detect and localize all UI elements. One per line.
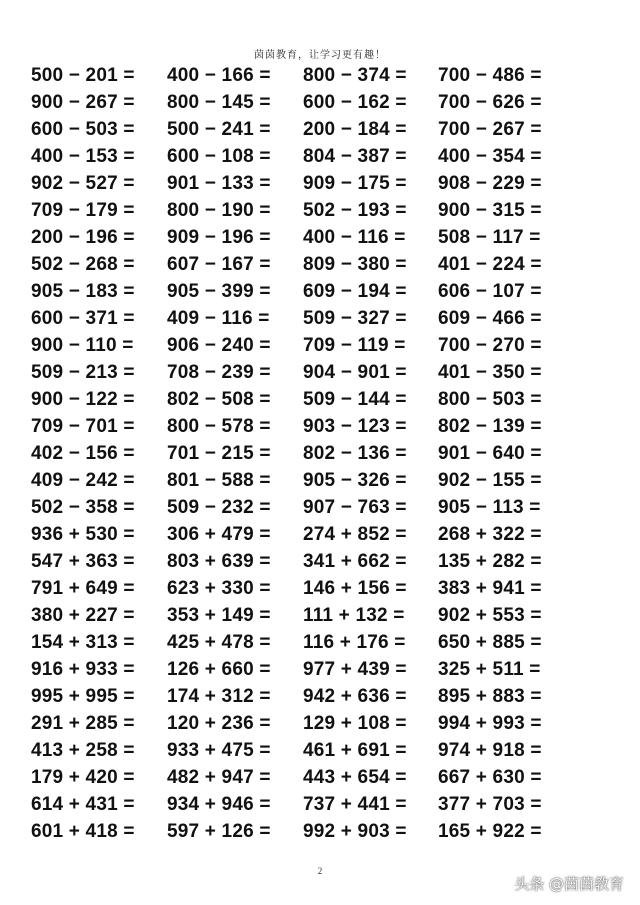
- arithmetic-problem: 700 − 270 =: [438, 335, 542, 356]
- arithmetic-problem: 116 + 176 =: [303, 632, 406, 653]
- arithmetic-problem: 800 − 190 =: [167, 200, 271, 221]
- arithmetic-problem: 600 − 108 =: [167, 146, 271, 167]
- arithmetic-problem: 650 + 885 =: [438, 632, 542, 653]
- problem-row: [0, 764, 640, 791]
- arithmetic-problem: 667 + 630 =: [438, 767, 542, 788]
- arithmetic-problem: 600 − 162 =: [303, 92, 407, 113]
- arithmetic-problem: 933 + 475 =: [167, 740, 271, 761]
- arithmetic-problem: 902 − 155 =: [438, 470, 542, 491]
- arithmetic-problem: 800 − 578 =: [167, 416, 271, 437]
- arithmetic-problem: 401 − 224 =: [438, 254, 542, 275]
- problem-row: [0, 494, 640, 521]
- arithmetic-problem: 737 + 441 =: [303, 794, 407, 815]
- arithmetic-problem: 700 − 486 =: [438, 65, 542, 86]
- arithmetic-problem: 802 − 508 =: [167, 389, 271, 410]
- arithmetic-problem: 597 + 126 =: [167, 821, 271, 842]
- arithmetic-problem: 901 − 640 =: [438, 443, 542, 464]
- arithmetic-problem: 802 − 139 =: [438, 416, 542, 437]
- problem-row: [0, 278, 640, 305]
- arithmetic-problem: 135 + 282 =: [438, 551, 542, 572]
- arithmetic-problem: 200 − 196 =: [31, 227, 135, 248]
- arithmetic-problem: 502 − 193 =: [303, 200, 407, 221]
- problem-row: [0, 170, 640, 197]
- arithmetic-problem: 400 − 166 =: [167, 65, 271, 86]
- arithmetic-problem: 500 − 201 =: [31, 65, 135, 86]
- problem-row: [0, 548, 640, 575]
- arithmetic-problem: 903 − 123 =: [303, 416, 407, 437]
- arithmetic-problem: 809 − 380 =: [303, 254, 407, 275]
- arithmetic-problem: 708 − 239 =: [167, 362, 271, 383]
- problem-grid: [0, 62, 640, 845]
- arithmetic-problem: 380 + 227 =: [31, 605, 135, 626]
- arithmetic-problem: 607 − 167 =: [167, 254, 271, 275]
- arithmetic-problem: 509 − 232 =: [167, 497, 271, 518]
- arithmetic-problem: 600 − 371 =: [31, 308, 135, 329]
- arithmetic-problem: 500 − 241 =: [167, 119, 271, 140]
- problem-row: [0, 89, 640, 116]
- problem-row: [0, 332, 640, 359]
- arithmetic-problem: 804 − 387 =: [303, 146, 407, 167]
- arithmetic-problem: 977 + 439 =: [303, 659, 407, 680]
- arithmetic-problem: 800 − 145 =: [167, 92, 271, 113]
- problem-row: [0, 818, 640, 845]
- problem-row: [0, 521, 640, 548]
- arithmetic-problem: 129 + 108 =: [303, 713, 407, 734]
- arithmetic-problem: 909 − 196 =: [167, 227, 271, 248]
- arithmetic-problem: 709 − 701 =: [31, 416, 135, 437]
- problem-row: [0, 467, 640, 494]
- arithmetic-problem: 942 + 636 =: [303, 686, 407, 707]
- arithmetic-problem: 502 − 358 =: [31, 497, 135, 518]
- arithmetic-problem: 341 + 662 =: [303, 551, 407, 572]
- arithmetic-problem: 509 − 327 =: [303, 308, 407, 329]
- arithmetic-problem: 895 + 883 =: [438, 686, 542, 707]
- arithmetic-problem: 111 + 132 =: [303, 605, 405, 626]
- arithmetic-problem: 900 − 315 =: [438, 200, 542, 221]
- arithmetic-problem: 402 − 156 =: [31, 443, 135, 464]
- arithmetic-problem: 992 + 903 =: [303, 821, 407, 842]
- arithmetic-problem: 700 − 626 =: [438, 92, 542, 113]
- problem-row: [0, 359, 640, 386]
- arithmetic-problem: 601 + 418 =: [31, 821, 135, 842]
- arithmetic-problem: 325 + 511 =: [438, 659, 541, 680]
- arithmetic-problem: 174 + 312 =: [167, 686, 271, 707]
- arithmetic-problem: 502 − 268 =: [31, 254, 135, 275]
- arithmetic-problem: 377 + 703 =: [438, 794, 542, 815]
- arithmetic-problem: 900 − 122 =: [31, 389, 135, 410]
- page-number: 2: [317, 866, 323, 876]
- arithmetic-problem: 401 − 350 =: [438, 362, 542, 383]
- arithmetic-problem: 400 − 116 =: [303, 227, 406, 248]
- arithmetic-problem: 200 − 184 =: [303, 119, 407, 140]
- arithmetic-problem: 994 + 993 =: [438, 713, 542, 734]
- problem-row: [0, 737, 640, 764]
- arithmetic-problem: 791 + 649 =: [31, 578, 135, 599]
- arithmetic-problem: 802 − 136 =: [303, 443, 407, 464]
- arithmetic-problem: 800 − 374 =: [303, 65, 407, 86]
- arithmetic-problem: 508 − 117 =: [438, 227, 541, 248]
- arithmetic-problem: 623 + 330 =: [167, 578, 271, 599]
- arithmetic-problem: 801 − 588 =: [167, 470, 271, 491]
- arithmetic-problem: 909 − 175 =: [303, 173, 407, 194]
- arithmetic-problem: 800 − 503 =: [438, 389, 542, 410]
- arithmetic-problem: 600 − 503 =: [31, 119, 135, 140]
- arithmetic-problem: 900 − 267 =: [31, 92, 135, 113]
- arithmetic-problem: 509 − 213 =: [31, 362, 135, 383]
- arithmetic-problem: 409 − 116 =: [167, 308, 270, 329]
- arithmetic-problem: 268 + 322 =: [438, 524, 542, 545]
- arithmetic-problem: 905 − 399 =: [167, 281, 271, 302]
- problem-row: [0, 305, 640, 332]
- problem-row: [0, 575, 640, 602]
- problem-row: [0, 629, 640, 656]
- arithmetic-problem: 409 − 242 =: [31, 470, 135, 491]
- arithmetic-problem: 934 + 946 =: [167, 794, 271, 815]
- arithmetic-problem: 995 + 995 =: [31, 686, 135, 707]
- arithmetic-problem: 902 − 527 =: [31, 173, 135, 194]
- arithmetic-problem: 291 + 285 =: [31, 713, 135, 734]
- arithmetic-problem: 936 + 530 =: [31, 524, 135, 545]
- arithmetic-problem: 906 − 240 =: [167, 335, 271, 356]
- arithmetic-problem: 905 − 326 =: [303, 470, 407, 491]
- arithmetic-problem: 353 + 149 =: [167, 605, 271, 626]
- problem-row: [0, 602, 640, 629]
- problem-row: [0, 116, 640, 143]
- arithmetic-problem: 547 + 363 =: [31, 551, 135, 572]
- arithmetic-problem: 482 + 947 =: [167, 767, 271, 788]
- arithmetic-problem: 709 − 119 =: [303, 335, 406, 356]
- arithmetic-problem: 383 + 941 =: [438, 578, 542, 599]
- problem-row: [0, 197, 640, 224]
- watermark: 头条 @茵茵教育: [514, 875, 624, 893]
- arithmetic-problem: 709 − 179 =: [31, 200, 135, 221]
- arithmetic-problem: 700 − 267 =: [438, 119, 542, 140]
- arithmetic-problem: 908 − 229 =: [438, 173, 542, 194]
- arithmetic-problem: 413 + 258 =: [31, 740, 135, 761]
- problem-row: [0, 683, 640, 710]
- arithmetic-problem: 904 − 901 =: [303, 362, 407, 383]
- arithmetic-problem: 907 − 763 =: [303, 497, 407, 518]
- problem-row: [0, 143, 640, 170]
- arithmetic-problem: 179 + 420 =: [31, 767, 135, 788]
- arithmetic-problem: 400 − 153 =: [31, 146, 135, 167]
- arithmetic-problem: 165 + 922 =: [438, 821, 542, 842]
- arithmetic-problem: 901 − 133 =: [167, 173, 271, 194]
- problem-row: [0, 224, 640, 251]
- arithmetic-problem: 606 − 107 =: [438, 281, 542, 302]
- arithmetic-problem: 803 + 639 =: [167, 551, 271, 572]
- arithmetic-problem: 154 + 313 =: [31, 632, 135, 653]
- arithmetic-problem: 916 + 933 =: [31, 659, 135, 680]
- arithmetic-problem: 905 − 113 =: [438, 497, 541, 518]
- arithmetic-problem: 461 + 691 =: [303, 740, 407, 761]
- arithmetic-problem: 146 + 156 =: [303, 578, 407, 599]
- arithmetic-problem: 509 − 144 =: [303, 389, 407, 410]
- arithmetic-problem: 609 − 194 =: [303, 281, 407, 302]
- arithmetic-problem: 974 + 918 =: [438, 740, 542, 761]
- problem-row: [0, 386, 640, 413]
- arithmetic-problem: 126 + 660 =: [167, 659, 271, 680]
- arithmetic-problem: 900 − 110 =: [31, 335, 134, 356]
- problem-row: [0, 413, 640, 440]
- arithmetic-problem: 443 + 654 =: [303, 767, 407, 788]
- arithmetic-problem: 400 − 354 =: [438, 146, 542, 167]
- problem-row: [0, 251, 640, 278]
- problem-row: [0, 62, 640, 89]
- arithmetic-problem: 614 + 431 =: [31, 794, 135, 815]
- arithmetic-problem: 120 + 236 =: [167, 713, 271, 734]
- problem-row: [0, 710, 640, 737]
- arithmetic-problem: 425 + 478 =: [167, 632, 271, 653]
- problem-row: [0, 656, 640, 683]
- page-header: 茵茵教育，让学习更有趣！: [254, 50, 386, 61]
- arithmetic-problem: 701 − 215 =: [167, 443, 271, 464]
- arithmetic-problem: 905 − 183 =: [31, 281, 135, 302]
- arithmetic-problem: 274 + 852 =: [303, 524, 407, 545]
- arithmetic-problem: 902 + 553 =: [438, 605, 542, 626]
- arithmetic-problem: 306 + 479 =: [167, 524, 271, 545]
- problem-row: [0, 791, 640, 818]
- problem-row: [0, 440, 640, 467]
- arithmetic-problem: 609 − 466 =: [438, 308, 542, 329]
